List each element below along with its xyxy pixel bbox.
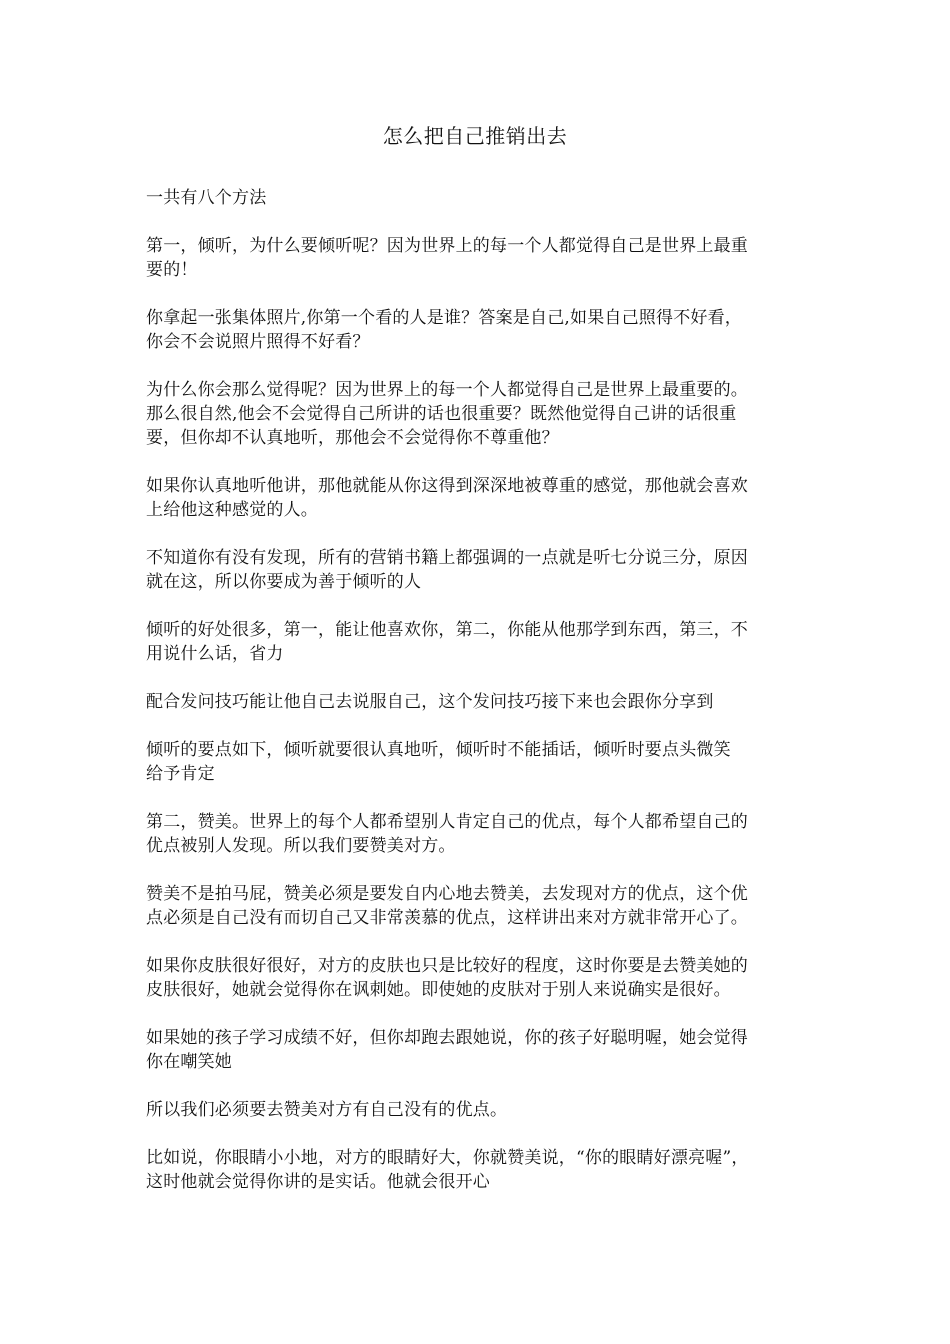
- paragraph: 比如说，你眼睛小小地，对方的眼睛好大，你就赞美说，“你的眼睛好漂亮喔”， 这时他就会觉得你讲的是实话。他就会很开心: [146, 1148, 749, 1192]
- paragraph: 倾听的好处很多，第一，能让他喜欢你，第二，你能从他那学到东西，第三，不 用说什么话，省力: [146, 620, 748, 664]
- paragraph: 如果你认真地听他讲，那他就能从你这得到深深地被尊重的感觉，那他就会喜欢 上给他这种感觉的人。: [146, 476, 748, 520]
- paragraph: 倾听的要点如下，倾听就要很认真地听，倾听时不能插话，倾听时要点头微笑 给予肯定: [146, 740, 731, 784]
- document-title: 怎么把自己推销出去: [382, 124, 568, 148]
- paragraph: 赞美不是拍马屁，赞美必须是要发自内心地去赞美，去发现对方的优点，这个优 点必须是自己没有而切自己又非常羡慕的优点，这样讲出来对方就非常开心了。: [146, 884, 748, 928]
- paragraph: 如果她的孩子学习成绩不好，但你却跑去跟她说，你的孩子好聪明喔，她会觉得 你在嘲笑她: [146, 1028, 748, 1072]
- paragraph: 为什么你会那么觉得呢？因为世界上的每一个人都觉得自己是世界上最重要的。 那么很自然,他会不会觉得自己所讲的话也很重要？既然他觉得自己讲的话很重 要，但你却不认真地听，那他会不会觉得你不尊重他？: [146, 380, 748, 448]
- paragraph: 第二，赞美。世界上的每个人都希望别人肯定自己的优点，每个人都希望自己的 优点被别人发现。所以我们要赞美对方。: [146, 812, 748, 856]
- paragraph: 如果你皮肤很好很好，对方的皮肤也只是比较好的程度，这时你要是去赞美她的 皮肤很好，她就会觉得你在讽刺她。即使她的皮肤对于别人来说确实是很好。: [146, 956, 748, 1000]
- paragraph: 你拿起一张集体照片,你第一个看的人是谁？答案是自己,如果自己照得不好看， 你会不会说照片照得不好看？: [146, 308, 743, 352]
- paragraph: 所以我们必须要去赞美对方有自己没有的优点。: [146, 1100, 508, 1120]
- paragraph: 配合发问技巧能让他自己去说服自己，这个发问技巧接下来也会跟你分享到: [146, 692, 714, 712]
- paragraph: 第一，倾听，为什么要倾听呢？因为世界上的每一个人都觉得自己是世界上最重 要的！: [146, 236, 748, 280]
- paragraph: 一共有八个方法: [146, 188, 267, 208]
- document-body: [146, 186, 812, 1194]
- paragraph: 不知道你有没有发现，所有的营销书籍上都强调的一点就是听七分说三分，原因 就在这，所以你要成为善于倾听的人: [146, 548, 748, 592]
